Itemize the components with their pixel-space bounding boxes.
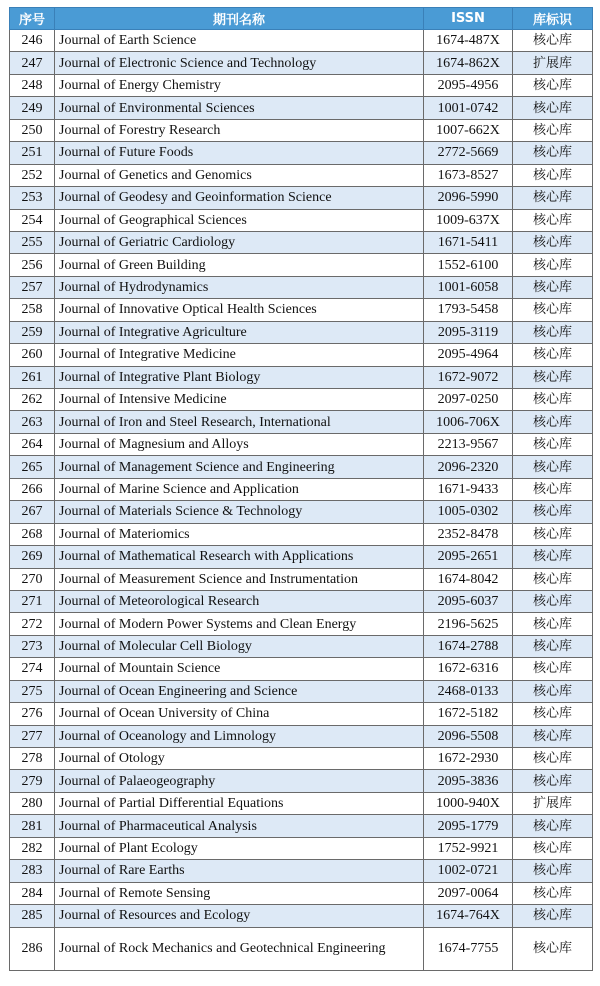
issn-cell: 2095-6037 — [424, 590, 513, 612]
issn-cell: 1674-487X — [424, 30, 513, 52]
row-num: 262 — [10, 389, 55, 411]
issn-cell: 1674-862X — [424, 52, 513, 74]
table-row — [10, 209, 593, 231]
row-num: 270 — [10, 568, 55, 590]
issn-cell: 2095-4964 — [424, 344, 513, 366]
issn-cell: 1673-8527 — [424, 164, 513, 186]
table-row — [10, 590, 593, 612]
row-num: 278 — [10, 748, 55, 770]
library-tag: 核心库 — [513, 837, 593, 859]
row-num: 269 — [10, 546, 55, 568]
journal-name: Journal of Geodesy and Geoinformation Science — [55, 187, 424, 209]
table-row — [10, 433, 593, 455]
library-tag: 核心库 — [513, 546, 593, 568]
library-tag: 核心库 — [513, 478, 593, 500]
header-issn: ISSN — [424, 8, 513, 30]
row-num: 264 — [10, 433, 55, 455]
library-tag: 核心库 — [513, 568, 593, 590]
table-row — [10, 389, 593, 411]
table-row — [10, 613, 593, 635]
journal-name: Journal of Magnesium and Alloys — [55, 433, 424, 455]
library-tag: 核心库 — [513, 30, 593, 52]
library-tag: 核心库 — [513, 770, 593, 792]
journal-name: Journal of Future Foods — [55, 142, 424, 164]
issn-cell: 2095-4956 — [424, 74, 513, 96]
table-row — [10, 748, 593, 770]
library-tag: 核心库 — [513, 187, 593, 209]
journal-table — [9, 7, 593, 971]
table-row — [10, 30, 593, 52]
row-num: 276 — [10, 703, 55, 725]
table-row — [10, 837, 593, 859]
library-tag: 核心库 — [513, 523, 593, 545]
journal-name: Journal of Pharmaceutical Analysis — [55, 815, 424, 837]
issn-cell: 1674-7755 — [424, 927, 513, 970]
header-lib: 库标识 — [513, 8, 593, 30]
table-row — [10, 523, 593, 545]
journal-name: Journal of Management Science and Engineering — [55, 456, 424, 478]
library-tag: 扩展库 — [513, 792, 593, 814]
journal-name: Journal of Rock Mechanics and Geotechnical Engineering — [55, 927, 424, 970]
library-tag: 核心库 — [513, 680, 593, 702]
issn-cell: 2097-0064 — [424, 882, 513, 904]
table-row — [10, 366, 593, 388]
library-tag: 核心库 — [513, 927, 593, 970]
row-num: 274 — [10, 658, 55, 680]
row-num: 282 — [10, 837, 55, 859]
journal-name: Journal of Mountain Science — [55, 658, 424, 680]
row-num: 273 — [10, 635, 55, 657]
table-row — [10, 501, 593, 523]
row-num: 258 — [10, 299, 55, 321]
row-num: 251 — [10, 142, 55, 164]
row-num: 247 — [10, 52, 55, 74]
row-num: 283 — [10, 860, 55, 882]
issn-cell: 1793-5458 — [424, 299, 513, 321]
journal-name: Journal of Hydrodynamics — [55, 276, 424, 298]
table-row — [10, 119, 593, 141]
journal-name: Journal of Geographical Sciences — [55, 209, 424, 231]
journal-name: Journal of Integrative Plant Biology — [55, 366, 424, 388]
table-row — [10, 815, 593, 837]
table-row — [10, 905, 593, 927]
journal-name: Journal of Integrative Medicine — [55, 344, 424, 366]
issn-cell: 1752-9921 — [424, 837, 513, 859]
table-row — [10, 187, 593, 209]
library-tag: 核心库 — [513, 882, 593, 904]
journal-name: Journal of Ocean University of China — [55, 703, 424, 725]
table-row — [10, 568, 593, 590]
row-num: 246 — [10, 30, 55, 52]
issn-cell: 1674-2788 — [424, 635, 513, 657]
header-row — [10, 8, 593, 30]
journal-name: Journal of Resources and Ecology — [55, 905, 424, 927]
issn-cell: 1000-940X — [424, 792, 513, 814]
issn-cell: 2468-0133 — [424, 680, 513, 702]
library-tag: 核心库 — [513, 276, 593, 298]
issn-cell: 2096-2320 — [424, 456, 513, 478]
row-num: 254 — [10, 209, 55, 231]
issn-cell: 2352-8478 — [424, 523, 513, 545]
library-tag: 核心库 — [513, 164, 593, 186]
row-num: 281 — [10, 815, 55, 837]
journal-name: Journal of Materials Science & Technology — [55, 501, 424, 523]
library-tag: 核心库 — [513, 97, 593, 119]
issn-cell: 2096-5990 — [424, 187, 513, 209]
journal-name: Journal of Integrative Agriculture — [55, 321, 424, 343]
table-row — [10, 164, 593, 186]
journal-name: Journal of Mathematical Research with Applications — [55, 546, 424, 568]
issn-cell: 1007-662X — [424, 119, 513, 141]
journal-name: Journal of Environmental Sciences — [55, 97, 424, 119]
row-num: 284 — [10, 882, 55, 904]
issn-cell: 1674-764X — [424, 905, 513, 927]
row-num: 279 — [10, 770, 55, 792]
library-tag: 核心库 — [513, 725, 593, 747]
header-name: 期刊名称 — [55, 8, 424, 30]
row-num: 285 — [10, 905, 55, 927]
issn-cell: 1005-0302 — [424, 501, 513, 523]
library-tag: 核心库 — [513, 905, 593, 927]
library-tag: 核心库 — [513, 456, 593, 478]
issn-cell: 2095-3119 — [424, 321, 513, 343]
table-row — [10, 321, 593, 343]
issn-cell: 1672-5182 — [424, 703, 513, 725]
issn-cell: 2095-3836 — [424, 770, 513, 792]
library-tag: 核心库 — [513, 748, 593, 770]
library-tag: 核心库 — [513, 635, 593, 657]
row-num: 275 — [10, 680, 55, 702]
library-tag: 核心库 — [513, 433, 593, 455]
table-row — [10, 882, 593, 904]
table-row — [10, 546, 593, 568]
journal-name: Journal of Marine Science and Application — [55, 478, 424, 500]
row-num: 255 — [10, 231, 55, 253]
journal-name: Journal of Oceanology and Limnology — [55, 725, 424, 747]
table-row — [10, 703, 593, 725]
journal-name: Journal of Otology — [55, 748, 424, 770]
library-tag: 核心库 — [513, 613, 593, 635]
table-row — [10, 254, 593, 276]
journal-name: Journal of Innovative Optical Health Sciences — [55, 299, 424, 321]
issn-cell: 2213-9567 — [424, 433, 513, 455]
table-row — [10, 276, 593, 298]
row-num: 256 — [10, 254, 55, 276]
journal-name: Journal of Rare Earths — [55, 860, 424, 882]
library-tag: 核心库 — [513, 658, 593, 680]
row-num: 257 — [10, 276, 55, 298]
issn-cell: 1006-706X — [424, 411, 513, 433]
table-row — [10, 299, 593, 321]
table-row — [10, 456, 593, 478]
issn-cell: 1009-637X — [424, 209, 513, 231]
row-num: 261 — [10, 366, 55, 388]
journal-name: Journal of Molecular Cell Biology — [55, 635, 424, 657]
row-num: 268 — [10, 523, 55, 545]
library-tag: 核心库 — [513, 590, 593, 612]
table-row — [10, 344, 593, 366]
table-row — [10, 792, 593, 814]
journal-name: Journal of Intensive Medicine — [55, 389, 424, 411]
row-num: 271 — [10, 590, 55, 612]
journal-name: Journal of Plant Ecology — [55, 837, 424, 859]
issn-cell: 1672-2930 — [424, 748, 513, 770]
library-tag: 核心库 — [513, 815, 593, 837]
library-tag: 核心库 — [513, 860, 593, 882]
table-row — [10, 770, 593, 792]
row-num: 250 — [10, 119, 55, 141]
issn-cell: 1001-0742 — [424, 97, 513, 119]
issn-cell: 2095-2651 — [424, 546, 513, 568]
issn-cell: 2096-5508 — [424, 725, 513, 747]
journal-name: Journal of Geriatric Cardiology — [55, 231, 424, 253]
table-row — [10, 680, 593, 702]
journal-name: Journal of Palaeogeography — [55, 770, 424, 792]
library-tag: 核心库 — [513, 119, 593, 141]
issn-cell: 2095-1779 — [424, 815, 513, 837]
table-row — [10, 411, 593, 433]
library-tag: 核心库 — [513, 74, 593, 96]
table-row — [10, 74, 593, 96]
library-tag: 核心库 — [513, 254, 593, 276]
table-row — [10, 927, 593, 970]
row-num: 267 — [10, 501, 55, 523]
table-row — [10, 725, 593, 747]
journal-name: Journal of Genetics and Genomics — [55, 164, 424, 186]
row-num: 286 — [10, 927, 55, 970]
library-tag: 核心库 — [513, 389, 593, 411]
row-num: 280 — [10, 792, 55, 814]
library-tag: 核心库 — [513, 209, 593, 231]
table-row — [10, 478, 593, 500]
issn-cell: 2196-5625 — [424, 613, 513, 635]
journal-name: Journal of Earth Science — [55, 30, 424, 52]
row-num: 253 — [10, 187, 55, 209]
header-num: 序号 — [10, 8, 55, 30]
library-tag: 核心库 — [513, 142, 593, 164]
library-tag: 核心库 — [513, 344, 593, 366]
table-row — [10, 658, 593, 680]
library-tag: 核心库 — [513, 411, 593, 433]
table-row — [10, 52, 593, 74]
journal-name: Journal of Iron and Steel Research, International — [55, 411, 424, 433]
row-num: 266 — [10, 478, 55, 500]
journal-name: Journal of Ocean Engineering and Science — [55, 680, 424, 702]
library-tag: 扩展库 — [513, 52, 593, 74]
journal-name: Journal of Materiomics — [55, 523, 424, 545]
issn-cell: 1001-6058 — [424, 276, 513, 298]
table-body — [10, 30, 593, 971]
issn-cell: 1552-6100 — [424, 254, 513, 276]
journal-name: Journal of Modern Power Systems and Clean Energy — [55, 613, 424, 635]
issn-cell: 1672-9072 — [424, 366, 513, 388]
library-tag: 核心库 — [513, 703, 593, 725]
row-num: 249 — [10, 97, 55, 119]
journal-name: Journal of Remote Sensing — [55, 882, 424, 904]
library-tag: 核心库 — [513, 231, 593, 253]
issn-cell: 1674-8042 — [424, 568, 513, 590]
journal-name: Journal of Measurement Science and Instrumentation — [55, 568, 424, 590]
row-num: 277 — [10, 725, 55, 747]
library-tag: 核心库 — [513, 299, 593, 321]
journal-name: Journal of Energy Chemistry — [55, 74, 424, 96]
table-row — [10, 142, 593, 164]
journal-name: Journal of Electronic Science and Technology — [55, 52, 424, 74]
library-tag: 核心库 — [513, 366, 593, 388]
row-num: 260 — [10, 344, 55, 366]
library-tag: 核心库 — [513, 321, 593, 343]
issn-cell: 2772-5669 — [424, 142, 513, 164]
table-row — [10, 97, 593, 119]
journal-name: Journal of Green Building — [55, 254, 424, 276]
issn-cell: 1002-0721 — [424, 860, 513, 882]
row-num: 265 — [10, 456, 55, 478]
row-num: 272 — [10, 613, 55, 635]
row-num: 252 — [10, 164, 55, 186]
journal-name: Journal of Forestry Research — [55, 119, 424, 141]
issn-cell: 1672-6316 — [424, 658, 513, 680]
journal-name: Journal of Partial Differential Equations — [55, 792, 424, 814]
table-row — [10, 635, 593, 657]
issn-cell: 1671-5411 — [424, 231, 513, 253]
journal-name: Journal of Meteorological Research — [55, 590, 424, 612]
library-tag: 核心库 — [513, 501, 593, 523]
table-row — [10, 231, 593, 253]
row-num: 248 — [10, 74, 55, 96]
row-num: 259 — [10, 321, 55, 343]
table-row — [10, 860, 593, 882]
row-num: 263 — [10, 411, 55, 433]
issn-cell: 1671-9433 — [424, 478, 513, 500]
issn-cell: 2097-0250 — [424, 389, 513, 411]
